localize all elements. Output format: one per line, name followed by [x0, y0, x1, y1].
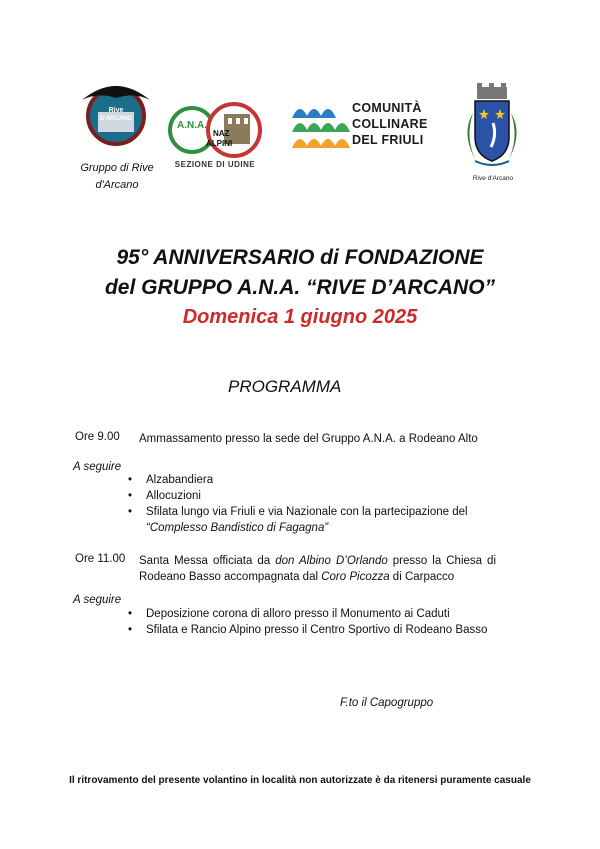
complesso-bandistico: “Complesso Bandistico di Fagagna” [146, 522, 329, 534]
group-logo-text1: Rive [108, 107, 124, 114]
footer-disclaimer: Il ritrovamento del presente volantino in località non autorizzate è da ritenersi puramente casuale [69, 775, 531, 786]
bullets-list-2 [128, 606, 508, 638]
bullet-sfilata [128, 504, 496, 536]
event1-time: Ore 9.00 [75, 431, 120, 443]
ana-logo-text2: NAZ [213, 129, 230, 138]
ccf-line2: COLLINARE [352, 117, 428, 131]
event-date: Domenica 1 giugno 2025 [182, 306, 418, 328]
ana-logo-text3: ALPINI [206, 139, 233, 148]
bullet-deposizione: • Deposizione corona di alloro presso il Monumento ai Caduti [128, 606, 508, 622]
group-caption [62, 160, 172, 194]
municipal-crest [455, 83, 529, 175]
ana-caption: SEZIONE DI UDINE [174, 160, 256, 169]
ana-logo-text1: A.N.A. [177, 120, 207, 131]
seguire-label-2: A seguire [73, 594, 122, 606]
ana-logo [168, 100, 264, 160]
bullets-list-1 [128, 472, 496, 536]
programma-heading: PROGRAMMA [228, 377, 342, 396]
sfilata-text: Sfilata lungo via Friuli e via Nazionale con la partecipazione del [146, 506, 468, 518]
comunita-collinare-text [352, 100, 428, 148]
title-line2: del GRUPPO A.N.A. “RIVE D’ARCANO” [104, 276, 496, 299]
bullet-rancio: • Sfilata e Rancio Alpino presso il Centro Sportivo di Rodeano Basso [128, 622, 508, 638]
event2-t5: di Carpacco [389, 571, 455, 583]
event2-priest: don Albino D’Orlando [275, 555, 388, 567]
bullet-allocuzioni: • Allocuzioni [128, 488, 496, 504]
event2-time: Ore 11.00 [75, 553, 126, 565]
group-logo-text2: D'ARCANO [99, 116, 133, 122]
event2-text [139, 553, 496, 585]
title-line1: 95° ANNIVERSARIO di FONDAZIONE [116, 246, 484, 269]
bullet-alzabandiera: • Alzabandiera [128, 472, 496, 488]
group-logo [78, 78, 154, 146]
event2-t3: presso la Chiesa di Rodeano Basso accompagnata dal [139, 555, 497, 583]
crest-caption: Rive d'Arcano [472, 175, 514, 182]
comunita-collinare-logo [290, 98, 428, 154]
seguire-label-1: A seguire [73, 461, 122, 473]
group-caption-line1: Gruppo di Rive [80, 162, 154, 174]
ccf-line1: COMUNITÀ [352, 101, 422, 115]
event2-t1: Santa Messa officiata da [139, 555, 276, 567]
event2-choir: Coro Picozza [321, 571, 390, 583]
group-caption-line2: d'Arcano [95, 179, 139, 191]
ccf-line3: DEL FRIULI [352, 133, 424, 147]
event1-text: Ammassamento presso la sede del Gruppo A.N.A. a Rodeano Alto [139, 433, 478, 445]
signature: F.to il Capogruppo [340, 697, 434, 709]
